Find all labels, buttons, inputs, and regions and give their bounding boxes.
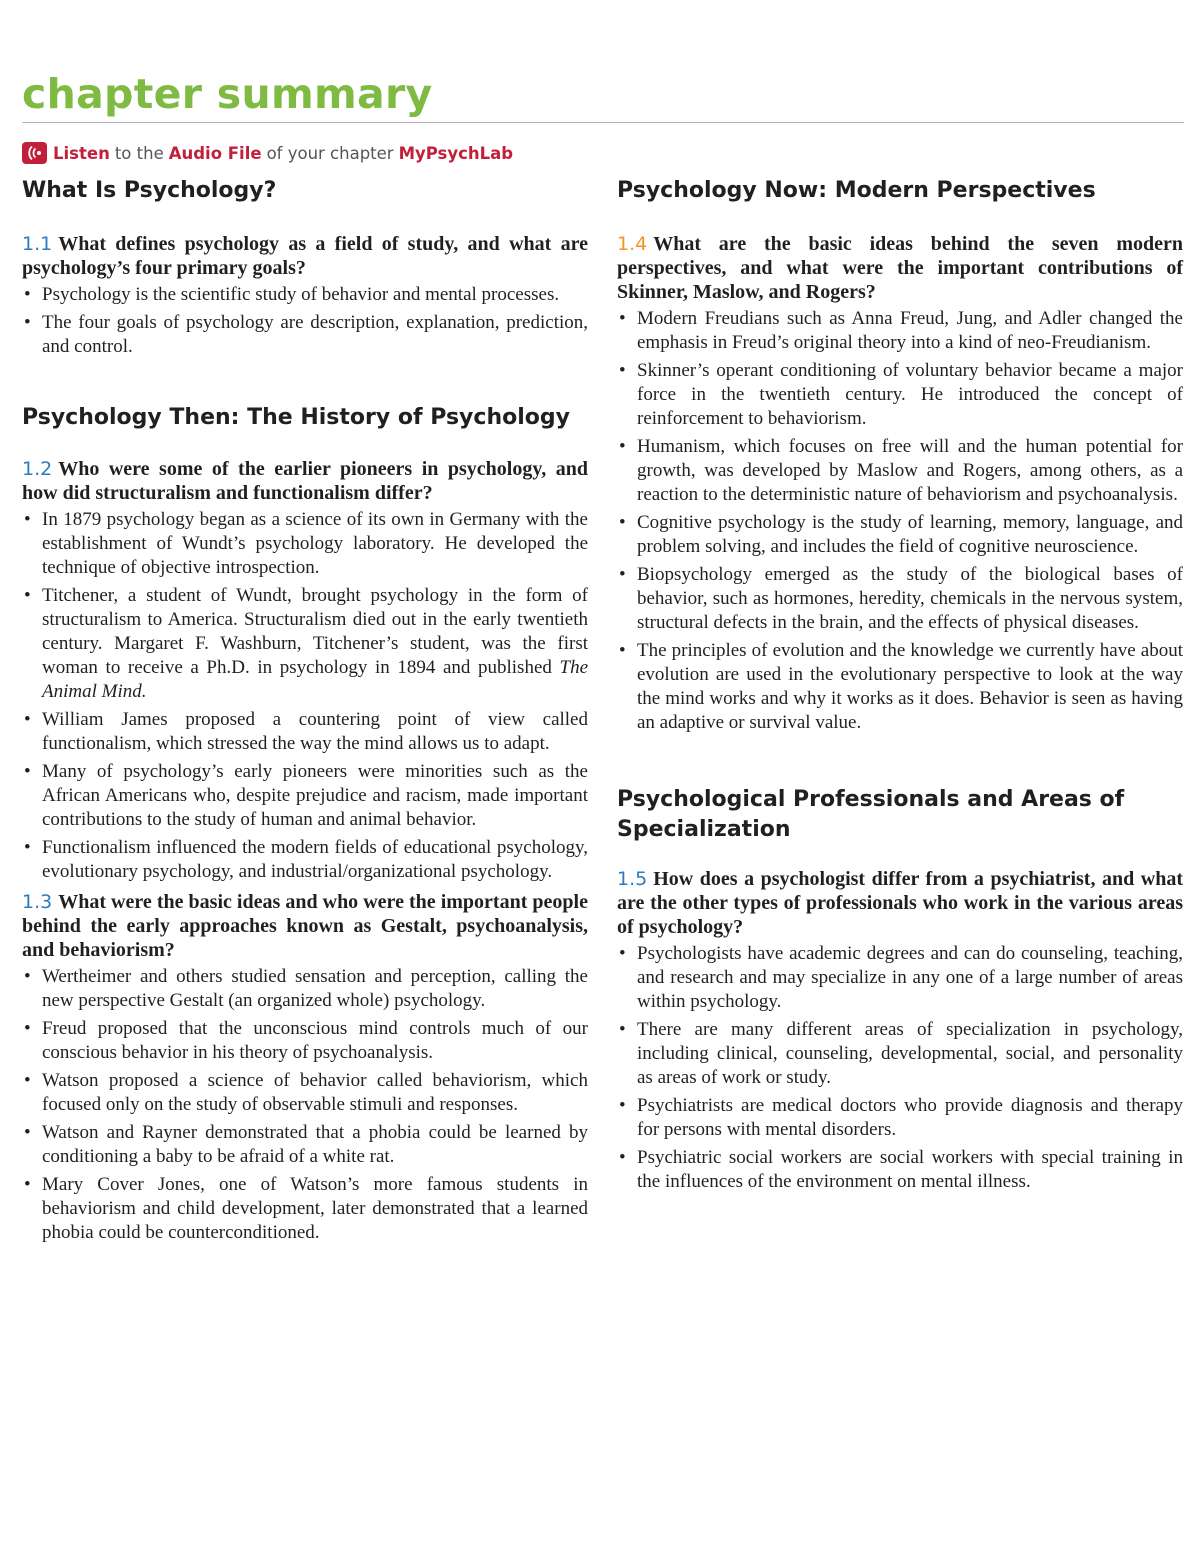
bullet-item: • In 1879 psychology began as a science of its own in Germany with the establishment of Wundt’s psychology laboratory. He developed the technique of objective introspection.: [22, 508, 588, 580]
bullet-list: [22, 508, 588, 884]
objective-question: What are the basic ideas behind the seven modern perspectives, and what were the important contributions of Skinner, Maslow, and Rogers?: [617, 233, 1183, 303]
bullet-item: • William James proposed a countering point of view called functionalism, which stressed the way the mind allows us to adapt.: [22, 708, 588, 756]
bullet-item: • Watson and Rayner demonstrated that a phobia could be learned by conditioning a baby to be afraid of a white rat.: [22, 1121, 588, 1169]
section-heading-what-is-psychology: What Is Psychology?: [22, 178, 277, 203]
bullet-item: • Psychiatric social workers are social workers with special training in the influences of the environment on mental illness.: [617, 1146, 1183, 1194]
bullet-list: [22, 965, 588, 1245]
bullet-item: • Cognitive psychology is the study of learning, memory, language, and problem solving, and includes the field of cognitive neuroscience.: [617, 511, 1183, 559]
bullet-item: • Many of psychology’s early pioneers were minorities such as the African Americans who, despite prejudice and racism, made important contributions to the study of human and animal behavior.: [22, 760, 588, 832]
audio-file-link[interactable]: Audio File: [168, 143, 262, 163]
mypsychlab-link[interactable]: MyPsychLab: [398, 143, 514, 163]
bullet-item: • Wertheimer and others studied sensation and perception, calling the new perspective Gestalt (an organized whole) psychology.: [22, 965, 588, 1013]
bullet-item: • Psychology is the scientific study of behavior and mental processes.: [22, 283, 588, 307]
learning-objective-1-3: [22, 890, 588, 962]
bullet-item: • Psychiatrists are medical doctors who provide diagnosis and therapy for persons with mental disorders.: [617, 1094, 1183, 1142]
section-heading-modern-perspectives: Psychology Now: Modern Perspectives: [617, 178, 1096, 203]
bullet-item: • The four goals of psychology are description, explanation, prediction, and control.: [22, 311, 588, 359]
listen-link[interactable]: Listen: [53, 143, 110, 163]
bullet-item: • Watson proposed a science of behavior called behaviorism, which focused only on the study of observable stimuli and responses.: [22, 1069, 588, 1117]
left-column: [22, 176, 588, 1249]
title-divider: [22, 122, 1184, 123]
of-your-chapter-text: of your chapter: [266, 143, 394, 163]
bullet-text: Titchener, a student of Wundt, brought psychology in the form of structuralism to America. Structuralism died out in the early twentieth century. Margaret F. Washburn, Titchener’s student, was the first woman to receive a Ph.D. in psychology in 1894 and published: [42, 585, 588, 678]
page-title: chapter summary: [22, 70, 433, 118]
objective-number: 1.1: [22, 233, 53, 255]
objective-number: 1.3: [22, 891, 53, 913]
bullet-list: [617, 307, 1183, 735]
bullet-item: • Humanism, which focuses on free will and the human potential for growth, was developed by Maslow and Rogers, among others, as a reaction to the deterministic nature of behaviorism and psychoanalysis.: [617, 435, 1183, 507]
objective-question: What were the basic ideas and who were the important people behind the early approaches known as Gestalt, psychoanalysis, and behaviorism?: [22, 891, 588, 961]
listen-audio-line: [22, 139, 513, 167]
bullet-item: • Modern Freudians such as Anna Freud, Jung, and Adler changed the emphasis in Freud’s original theory into a kind of neo-Freudianism.: [617, 307, 1183, 355]
learning-objective-1-5: [617, 867, 1183, 939]
listen-to-the-text: to the: [114, 143, 164, 163]
bullet-item: • Skinner’s operant conditioning of voluntary behavior became a major force in the twentieth century. He introduced the concept of reinforcement to behaviorism.: [617, 359, 1183, 431]
bullet-list: [22, 283, 588, 359]
book-title: The Animal Mind.: [42, 657, 589, 702]
bullet-item: • Biopsychology emerged as the study of the biological bases of behavior, such as hormones, heredity, chemicals in the nervous system, structural defects in the brain, and the effects of physical diseases.: [617, 563, 1183, 635]
section-heading-professionals: Psychological Professionals and Areas of Specialization: [617, 787, 1125, 842]
objective-number: 1.4: [617, 233, 648, 255]
learning-objective-1-2: [22, 457, 588, 505]
learning-objective-1-4: [617, 232, 1183, 304]
bullet-item: • Mary Cover Jones, one of Watson’s more famous students in behaviorism and child development, later demonstrated that a learned phobia could be counterconditioned.: [22, 1173, 588, 1245]
section-heading-history: Psychology Then: The History of Psychology: [22, 405, 570, 430]
right-column: [617, 176, 1183, 1198]
bullet-item: • Functionalism influenced the modern fields of educational psychology, evolutionary psychology, and industrial/organizational psychology.: [22, 836, 588, 884]
learning-objective-1-1: [22, 232, 588, 280]
objective-number: 1.5: [617, 868, 648, 890]
objective-question: What defines psychology as a field of study, and what are psychology’s four primary goals?: [22, 233, 588, 279]
bullet-item: • Psychologists have academic degrees and can do counseling, teaching, and research and may specialize in any one of a large number of areas within psychology.: [617, 942, 1183, 1014]
objective-question: Who were some of the earlier pioneers in psychology, and how did structuralism and functionalism differ?: [22, 458, 588, 504]
bullet-item: • The principles of evolution and the knowledge we currently have about evolution are used in the evolutionary perspective to look at the way the mind works and why it works as it does. Behavior is seen as having an adaptive or survival value.: [617, 639, 1183, 735]
bullet-list: [617, 942, 1183, 1194]
objective-question: How does a psychologist differ from a psychiatrist, and what are the other types of professionals who work in the various areas of psychology?: [617, 868, 1183, 938]
bullet-item: • Freud proposed that the unconscious mind controls much of our conscious behavior in his theory of psychoanalysis.: [22, 1017, 588, 1065]
bullet-item: • There are many different areas of specialization in psychology, including clinical, counseling, developmental, social, and personality as areas of work or study.: [617, 1018, 1183, 1090]
bullet-item: [22, 584, 588, 704]
audio-icon[interactable]: [22, 142, 47, 164]
objective-number: 1.2: [22, 458, 53, 480]
